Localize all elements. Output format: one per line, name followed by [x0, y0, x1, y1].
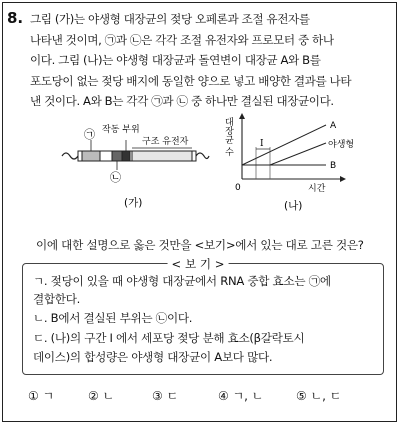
interval-label: I [260, 139, 264, 149]
choice-1[interactable]: ① ㄱ [28, 389, 55, 403]
question-stem [30, 9, 385, 112]
series-wildtype-line [242, 143, 326, 165]
x-axis-label: 시간 [308, 184, 326, 194]
series-b-label: B [330, 161, 337, 171]
choice-3[interactable]: ③ ㄷ [152, 389, 179, 403]
stem-line: 포도당이 없는 젖당 배지에 동일한 양으로 넣고 배양한 결과를 나타 [30, 73, 352, 88]
structural-gene-block [132, 151, 192, 161]
promoter-block [112, 151, 122, 161]
operon-diagram [60, 118, 210, 213]
y-axis-label: 대장균 수 [223, 117, 233, 156]
bogi-item: 데이스)의 합성량은 야생형 대장균이 A보다 많다. [33, 350, 273, 364]
choice-2[interactable]: ② ㄴ [88, 389, 115, 403]
series-wildtype-label: 야생형 [328, 140, 355, 150]
stem-line: 그림 (가)는 야생형 대장균의 젖당 오페론과 조절 유전자를 [30, 12, 310, 26]
bogi-title: < 보 기 > [168, 256, 229, 272]
figure-a-caption: (가) [124, 197, 143, 209]
stem-line: 낸 것이다. A와 B는 각각 ㉠과 ㉡ 중 하나만 결실된 대장균이다. [30, 94, 334, 108]
bogi-item: ㄷ. (나)의 구간 I 에서 세포당 젖당 분해 효소(β갈락토시 [33, 331, 305, 345]
bogi-item: 결합한다. [33, 292, 80, 306]
dna-leader-wave [62, 153, 78, 159]
bogi-item: ㄴ. B에서 결실된 부위는 ㉡이다. [33, 311, 193, 325]
operator-block [122, 151, 130, 161]
stem-line: 이다. 그림 (나)는 야생형 대장균과 돌연변이 대장균 A와 B를 [30, 53, 321, 67]
choice-4[interactable]: ④ ㄱ, ㄴ [218, 389, 264, 403]
series-a-label: A [330, 121, 337, 131]
marker-upper-icon: ㉠ [84, 128, 95, 141]
figure-b-caption: (나) [284, 200, 303, 212]
marker-lower-icon: ㉡ [110, 171, 121, 184]
question-number: 8. [7, 9, 24, 27]
dna-trailer-wave [196, 153, 209, 159]
growth-graph [222, 113, 372, 213]
choice-5[interactable]: ⑤ ㄴ, ㄷ [296, 389, 342, 403]
regulatory-gene-block [82, 151, 100, 161]
answer-choices [28, 387, 366, 404]
operator-label: 작동 부위 [102, 125, 140, 135]
bogi-item: ㄱ. 젖당이 있을 때 야생형 대장균에서 RNA 중합 효소는 ㉠에 [33, 274, 331, 288]
bogi-box [22, 257, 384, 375]
origin-label: 0 [235, 183, 241, 193]
stem-line: 나타낸 것이며, ㉠과 ㉡은 각각 조절 유전자와 프로모터 중 하나 [30, 32, 334, 47]
question-prompt: 이에 대한 설명으로 옳은 것만을 <보기>에서 있는 대로 고른 것은? [36, 238, 364, 252]
structural-gene-label: 구조 유전자 [142, 137, 189, 147]
